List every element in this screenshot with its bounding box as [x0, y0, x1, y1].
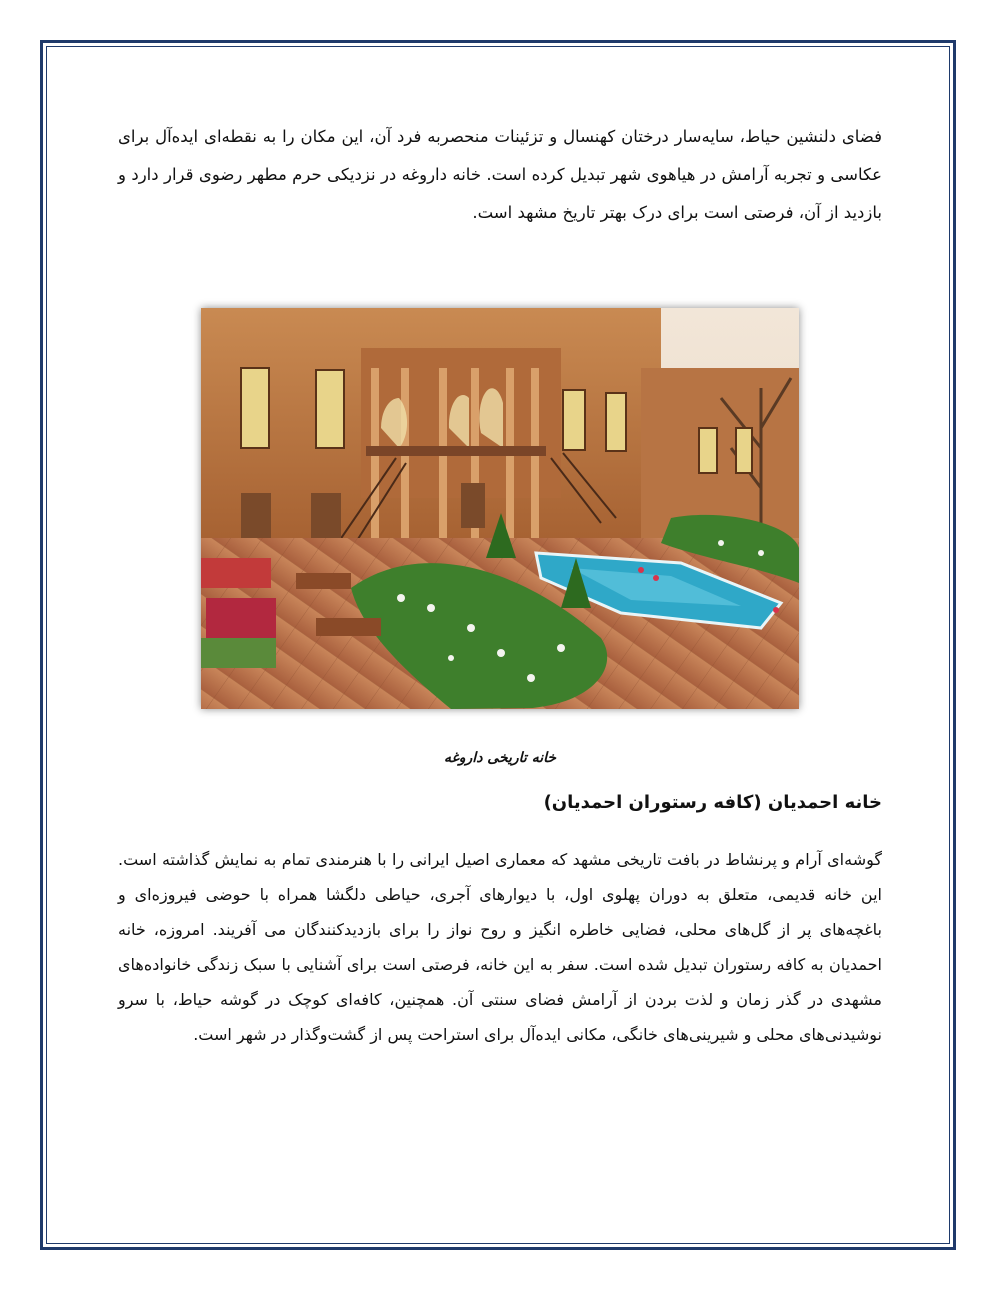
intro-paragraph — [118, 118, 882, 232]
daroogheh-house-photo — [201, 308, 799, 709]
section-heading — [118, 792, 882, 813]
section-body-text: گوشه‌ای آرام و پرنشاط در بافت تاریخی مشهد که معماری اصیل ایرانی را با هنرمندی تمام به نمایش گذاشته است. این خانه قدیمی، متعلق به دوران پهلوی اول، با دیوارهای آجری، حیاطی دلگشا همراه با حوضی فیروزه‌ای و باغچه‌های پر از گل‌های محلی، فضایی خاطره انگیز و روح نواز را برای بازدیدکنندگان می آفریند. امروزه، خانه احمدیان به کافه رستوران تبدیل شده است. سفر به این خانه، فرصتی است برای آشنایی با سبک زندگی خانواده‌های مشهدی در گذر زمان و لذت بردن از آرامش فضای سنتی آن. همچنین، کافه‌ای کوچک در گوشه حیاط، با سرو نوشیدنی‌های محلی و شیرینی‌های خانگی، مکانی ایده‌آل برای استراحت پس از گشت‌وگذار در شهر است. — [118, 850, 882, 1044]
section-body — [118, 842, 882, 1052]
section-heading-text: خانه احمدیان (کافه رستوران احمدیان) — [543, 792, 882, 813]
intro-text: فضای دلنشین حیاط، سایه‌سار درختان کهنسال و تزئینات منحصربه فرد آن، این مکان را به نقطه‌ای ایده‌آل برای عکاسی و تجربه آرامش در هیاهوی شهر تبدیل کرده است. خانه داروغه در نزدیکی حرم مطهر رضوی قرار دارد و بازدید از آن، فرصتی است برای درک بهتر تاریخ مشهد است. — [118, 127, 882, 222]
figure-caption: خانه تاریخی داروغه — [443, 750, 557, 766]
